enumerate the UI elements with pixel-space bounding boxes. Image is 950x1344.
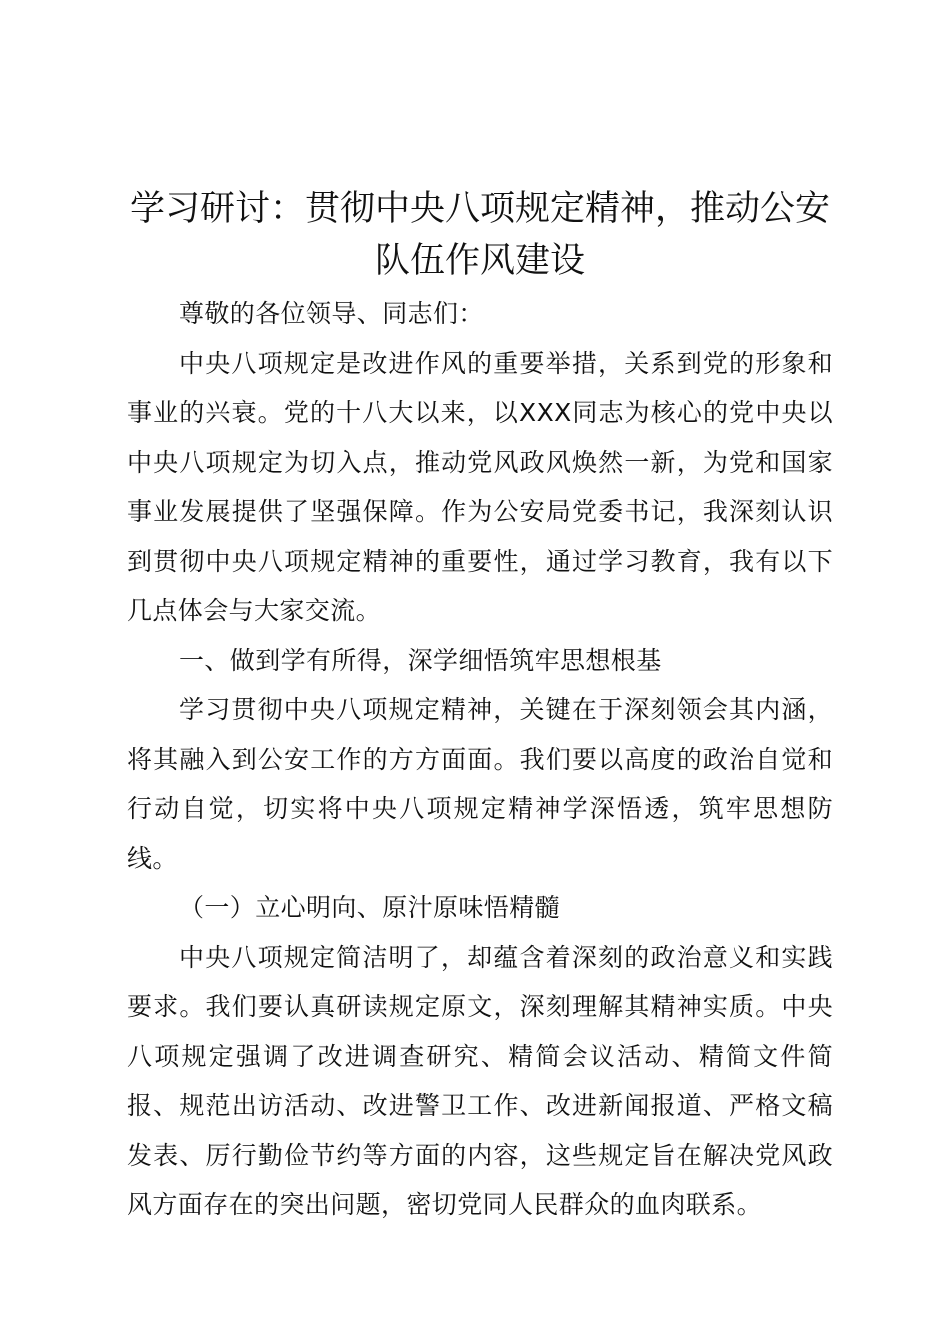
- section-1-paragraph: 学习贯彻中央八项规定精神，关键在于深刻领会其内涵，将其融入到公安工作的方方面面。我们要以高度的政治自觉和行动自觉，切实将中央八项规定精神学深悟透，筑牢思想防线。: [127, 695, 833, 873]
- section-heading-1: 一、做到学有所得，深学细悟筑牢思想根基: [179, 645, 662, 675]
- subsection-1-paragraph: 中央八项规定简洁明了，却蕴含着深刻的政治意义和实践要求。我们要认真研读规定原文，深刻理解其精神实质。中央八项规定强调了改进调查研究、精简会议活动、精简文件简报、规范出访活动、改进警卫工作、改进新闻报道、严格文稿发表、厉行勤俭节约等方面的内容，这些规定旨在解决党风政风方面存在的突出问题，密切党同人民群众的血肉联系。: [127, 942, 833, 1219]
- salutation: 尊敬的各位领导、同志们：: [179, 299, 484, 328]
- intro-paragraph: 中央八项规定是改进作风的重要举措，关系到党的形象和事业的兴衰。党的十八大以来，以XXX同志为核心的党中央以中央八项规定为切入点，推动党风政风焕然一新，为党和国家事业发展提供了坚强保障。作为公安局党委书记，我深刻认识到贯彻中央八项规定精神的重要性，通过学习教育，我有以下几点体会与大家交流。: [127, 348, 833, 625]
- subsection-heading-1: （一）立心明向、原汁原味悟精髓: [179, 893, 561, 922]
- document-title: 学习研讨：贯彻中央八项规定精神，推动公安队伍作风建设: [129, 189, 830, 281]
- document-body: [127, 183, 833, 1230]
